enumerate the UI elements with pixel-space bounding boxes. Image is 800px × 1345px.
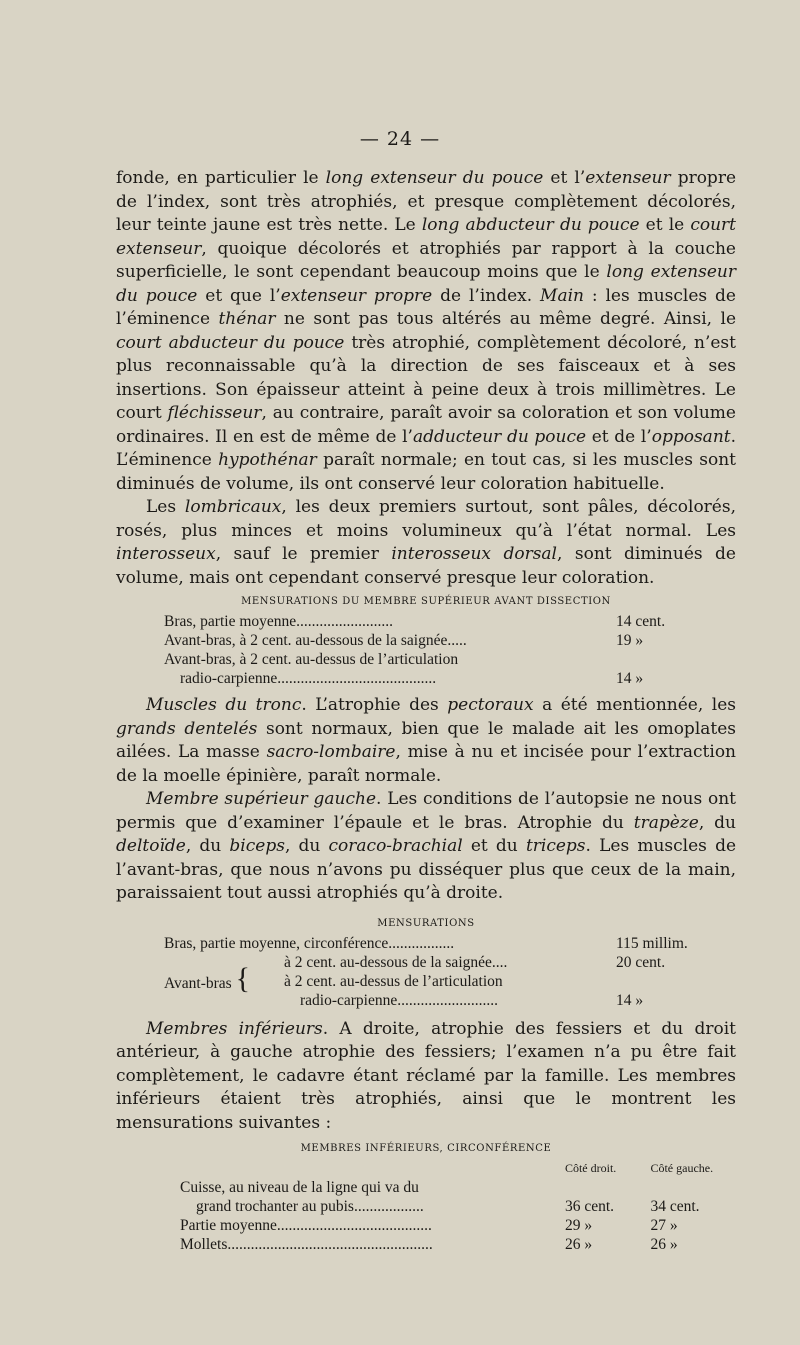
column-header-left: Côté gauche. [650,1161,714,1175]
italic-term: long extenseur du pouce [116,262,736,306]
italic-term: adducteur du pouce [412,426,587,447]
table-group-label: Avant-bras { [164,962,250,995]
table-row [116,650,736,669]
italic-term: lombricaux [184,497,282,517]
table-row [116,631,736,650]
table-row [116,1197,736,1216]
page-number: — 24 — [359,128,441,150]
paragraph-5: Membres inférieurs. A droite, atrophie des fessiers et du droit antérieur, à gauche atrophie des fessiers; l’examen n’a pu être fait complètement, le cadavre étant réclamé par la famille. Les membres inférieurs étaient très atrophiés, ainsi que le montrent les mensurations suivantes : [116,1018,736,1133]
italic-term: sacro-lombaire [266,742,396,762]
table-cell-value: 14 » [616,670,644,687]
table-cell-value: 14 cent. [616,613,666,630]
table-cell-value: 26 » [650,1236,678,1253]
table-header-row [116,1159,736,1178]
table-row [116,934,736,953]
italic-term: Main [540,285,584,306]
italic-term: Membre supérieur gauche [146,789,377,809]
measurements-table-upper-limb [116,612,736,688]
table-cell-label: à 2 cent. au-dessus de l’articulation [284,972,503,990]
table-cell-label: Cuisse, au niveau de la ligne qui va du [180,1179,419,1196]
table-row [116,953,736,972]
italic-term: extenseur propre [280,285,433,306]
table-cell-label: Avant-bras, à 2 cent. au-dessus de l’articulation [164,651,459,668]
italic-term: deltoïde [116,836,186,856]
table-cell-label: Bras, partie moyenne, circonférence................. [164,934,455,952]
table-1-title: MENSURATIONS DU MEMBRE SUPÉRIEUR AVANT DISSECTION [241,596,611,607]
table-row [116,1178,736,1197]
table-3-title: MEMBRES INFÉRIEURS, CIRCONFÉRENCE [300,1143,552,1154]
table-cell-value [612,650,736,669]
paragraph-4: Membre supérieur gauche. Les conditions de l’autopsie ne nous ont permis que d’examiner l’épaule et le bras. Atrophie du trapèze, du deltoïde, du biceps, du coraco-brachial et du triceps. Les muscles de l’avant-bras, que nous n’avons pu disséquer plus que ceux de la main, paraissaient tout aussi atrophiés qu’à droite. [116,789,737,903]
table-cell-label: grand trochanter au pubis.................. [196,1198,424,1215]
italic-term: Muscles du tronc [146,695,302,715]
table-cell-value: 27 » [650,1217,678,1234]
italic-term: coraco-brachial [328,836,463,856]
table-cell-label: à 2 cent. au-dessous de la saignée.... [284,953,508,971]
table-cell-label: Bras, partie moyenne......................... [164,613,394,630]
table-cell-label: radio-carpienne.......................... [300,991,498,1009]
italic-term: interosseux [116,544,216,564]
table-cell-value: 34 cent. [650,1198,700,1215]
italic-term: interosseux dorsal [391,544,557,564]
italic-term: thénar [218,309,276,329]
table-row [116,612,736,631]
table-cell-label: Mollets..................................................... [180,1236,433,1253]
table-cell-value: 20 cent. [616,953,666,971]
table-cell-value: 29 » [564,1217,593,1234]
paragraph-1: fonde, en particulier le long extenseur du pouce et l’extenseur propre de l’index, sont très atrophiés, et presque complètement décolorés, leur teinte jaune est très nette. Le long abducteur du pouce et le court extenseur, quoique décolorés et atrophiés par rapport à la couche superficielle, le sont cependant beaucoup moins que le long extenseur du pouce et que l’extenseur propre de l’index. Main : les muscles de l’éminence thénar ne sont pas tous altérés au même degré. Ainsi, le court abducteur du pouce très atrophié, complètement décoloré, n’est plus reconnaissable qu’à la direction de ses faisceaux et à ses insertions. Son épaisseur atteint à peine deux à trois millimètres. Le court fléchisseur, au contraire, paraît avoir sa coloration et son volume ordinaires. Il en est de même de l’adducteur du pouce et de l’opposant. L’éminence hypothénar paraît normale; en tout cas, si les muscles sont diminués de volume, ils ont conservé leur coloration habituelle. [116,168,737,494]
column-header-right: Côté droit. [564,1161,617,1175]
italic-term: fléchisseur [167,403,262,423]
measurements-table-lower-limbs [116,1159,736,1254]
table-cell-label: radio-carpienne......................................... [180,670,437,687]
italic-term: triceps [525,836,586,856]
table-row [116,1216,736,1235]
paragraph-2: Les lombricaux, les deux premiers surtout, sont pâles, décolorés, rosés, plus minces et moins volumineux qu’à l’état normal. Les interosseux, sauf le premier interosseux dorsal, sont diminués de volume, mais ont cependant conservé presque leur coloration. [116,497,736,588]
italic-term: trapèze [633,812,699,833]
table-cell-value: 19 » [616,632,644,649]
italic-term: grands dentelés [116,718,258,739]
table-cell-value: 36 cent. [564,1198,615,1215]
table-cell-value: 26 » [564,1236,593,1253]
italic-term: biceps [229,836,285,856]
body-text [116,167,736,1254]
table-cell-value: 115 millim. [616,934,688,952]
table-cell-label: Avant-bras, à 2 cent. au-dessous de la saignée..... [164,632,467,649]
measurements-table-left-upper-limb [116,934,736,1010]
italic-term: court abducteur du pouce [116,332,345,353]
italic-term: long extenseur du pouce [325,168,544,188]
italic-term: extenseur [585,168,671,188]
italic-term: Membres inférieurs [146,1018,323,1039]
italic-term: opposant [651,426,731,447]
table-row [116,669,736,688]
table-cell-value: 14 » [616,991,644,1009]
table-cell-label: Partie moyenne........................................ [180,1217,432,1234]
paragraph-3: Muscles du tronc. L’atrophie des pectoraux a été mentionnée, les grands dentelés sont normaux, bien que le malade ait les omoplates ailées. La masse sacro-lombaire, mise à nu et incisée pour l’extraction de la moelle épinière, paraît normale. [116,695,737,786]
table-row [116,1235,736,1254]
italic-term: pectoraux [447,695,534,715]
italic-term: long abducteur du pouce [421,215,640,235]
italic-term: court extenseur [116,215,736,259]
italic-term: hypothénar [218,450,317,470]
table-2-title: MENSURATIONS [377,917,475,929]
